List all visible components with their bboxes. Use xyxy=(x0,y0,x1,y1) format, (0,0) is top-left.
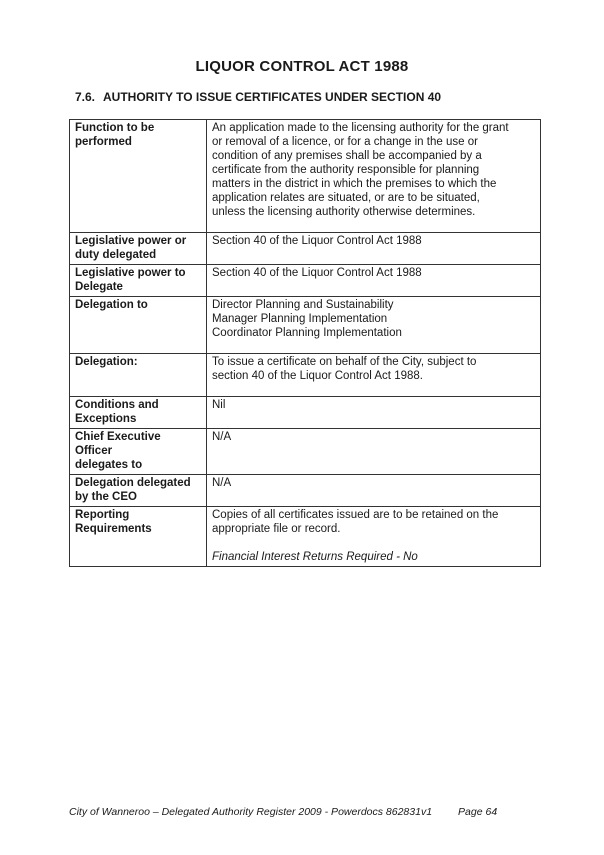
row-value-line: Section 40 of the Liquor Control Act 1988 xyxy=(212,235,422,247)
row-value xyxy=(207,507,541,567)
row-value-line: matters in the district in which the premises to which the xyxy=(212,178,497,190)
page-number: Page 64 xyxy=(458,806,498,818)
row-label xyxy=(70,120,207,233)
note-spacer xyxy=(212,536,535,550)
table-row xyxy=(70,354,541,397)
row-label-line: Delegate xyxy=(75,281,123,293)
row-label-line: Delegation delegated xyxy=(75,477,191,489)
row-label-line: Function to be xyxy=(75,122,155,134)
row-value-line: section 40 of the Liquor Control Act 1988. xyxy=(212,370,423,382)
row-label xyxy=(70,397,207,429)
row-value-line: certificate from the authority responsible for planning xyxy=(212,164,480,176)
row-value-line: Coordinator Planning Implementation xyxy=(212,327,402,339)
document-title: LIQUOR CONTROL ACT 1988 xyxy=(195,58,409,75)
row-value xyxy=(207,475,541,507)
row-label-line: duty delegated xyxy=(75,249,157,261)
table-row xyxy=(70,233,541,265)
row-label-line: Reporting xyxy=(75,509,130,521)
section-title: AUTHORITY TO ISSUE CERTIFICATES UNDER SECTION 40 xyxy=(103,90,442,104)
row-value-line: or removal of a licence, or for a change in the use or xyxy=(212,136,478,148)
row-value-line: Copies of all certificates issued are to be retained on the xyxy=(212,509,499,521)
table-row xyxy=(70,120,541,233)
financial-interest-note: Financial Interest Returns Required - No xyxy=(212,551,418,563)
row-label xyxy=(70,354,207,397)
row-label-line: performed xyxy=(75,136,132,148)
row-value-line: An application made to the licensing authority for the grant xyxy=(212,122,509,134)
row-value-line: Manager Planning Implementation xyxy=(212,313,388,325)
row-label-line: Officer xyxy=(75,445,113,457)
page-footer xyxy=(69,806,497,818)
row-label-line: Delegation: xyxy=(75,356,138,368)
row-label-line: Legislative power to xyxy=(75,267,186,279)
row-label-line: delegates to xyxy=(75,459,143,471)
row-value-line: N/A xyxy=(212,477,232,489)
row-label-line: Chief Executive xyxy=(75,431,161,443)
row-value-line: To issue a certificate on behalf of the City, subject to xyxy=(212,356,477,368)
section-heading xyxy=(75,90,441,104)
table-row xyxy=(70,397,541,429)
table-row xyxy=(70,297,541,354)
row-label xyxy=(70,475,207,507)
row-value xyxy=(207,265,541,297)
row-value xyxy=(207,297,541,354)
table-row xyxy=(70,475,541,507)
row-label-line: by the CEO xyxy=(75,491,137,503)
row-value xyxy=(207,397,541,429)
row-label-line: Conditions and xyxy=(75,399,159,411)
row-label xyxy=(70,265,207,297)
footer-text: City of Wanneroo – Delegated Authority Register 2009 - Powerdocs 862831v1 xyxy=(69,806,433,818)
row-value xyxy=(207,354,541,397)
table-row xyxy=(70,507,541,567)
row-value-line: unless the licensing authority otherwise determines. xyxy=(212,206,476,218)
row-label xyxy=(70,429,207,475)
row-label-line: Delegation to xyxy=(75,299,148,311)
row-value-line: Section 40 of the Liquor Control Act 1988 xyxy=(212,267,422,279)
row-label-line: Requirements xyxy=(75,523,152,535)
row-value xyxy=(207,233,541,265)
row-value-line: condition of any premises shall be accompanied by a xyxy=(212,150,482,162)
row-value-line: appropriate file or record. xyxy=(212,523,341,535)
row-value xyxy=(207,429,541,475)
row-value-line: application relates are situated, or are to be situated, xyxy=(212,192,480,204)
row-label xyxy=(70,233,207,265)
delegation-table-body xyxy=(70,120,541,567)
row-value xyxy=(207,120,541,233)
row-label-line: Exceptions xyxy=(75,413,137,425)
table-row xyxy=(70,265,541,297)
row-value-line: Director Planning and Sustainability xyxy=(212,299,394,311)
row-label xyxy=(70,507,207,567)
table-row xyxy=(70,429,541,475)
row-label xyxy=(70,297,207,354)
row-value-line: Nil xyxy=(212,399,226,411)
row-value-line: N/A xyxy=(212,431,232,443)
section-number: 7.6. xyxy=(75,90,96,104)
delegation-table xyxy=(69,119,541,567)
row-label-line: Legislative power or xyxy=(75,235,187,247)
